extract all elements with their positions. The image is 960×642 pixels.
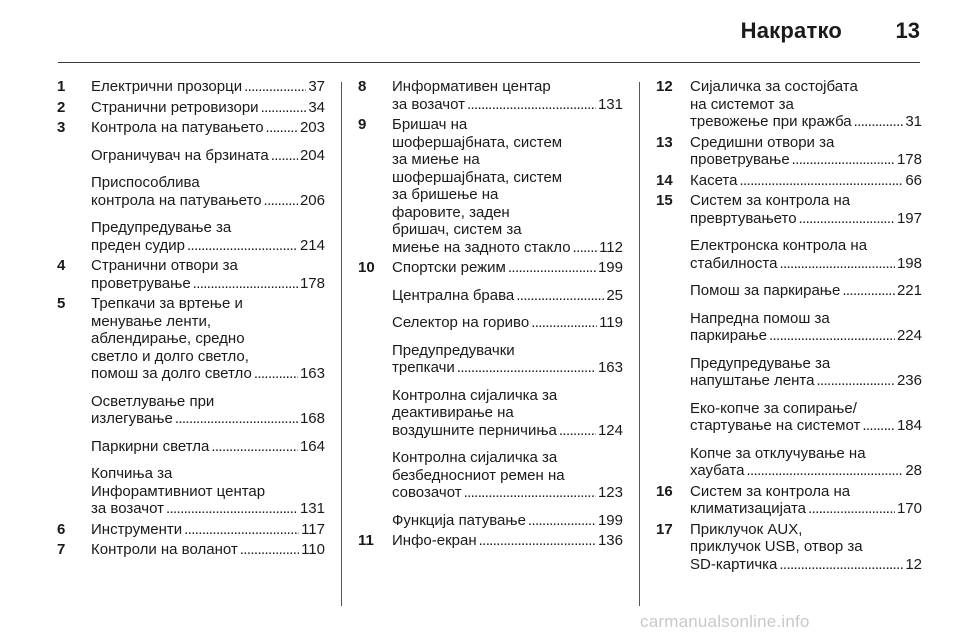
dot-leader [779,255,895,273]
index-column-2 [358,78,623,553]
entry-line: Инфо-екран [392,532,477,549]
entry-line: трепкачи [392,359,455,376]
page-reference: 170 [896,500,922,517]
dot-leader [528,512,596,530]
entry-line: Напредна помош за [690,309,830,327]
callout-number [358,342,392,377]
entry-line: преден судир [91,236,185,254]
entry-line: Предупредувачки [392,341,515,359]
index-entry [656,134,922,169]
entry-line: за миење на [392,151,480,168]
entry-line: Ограничувач на брзината [91,146,269,164]
page-reference: 163 [597,359,623,376]
entry-text [392,314,623,332]
entry-line: Бришач на [392,116,468,133]
entry-text [690,521,922,574]
entry-text [690,445,922,480]
entry-last-line [91,521,325,539]
page-reference: 112 [599,238,623,256]
entry-text [392,259,623,277]
callout-number [656,310,690,345]
dot-leader [808,500,895,518]
page-reference: 131 [299,500,325,517]
page-reference: 178 [896,151,922,168]
page-number: 13 [895,18,920,43]
page-reference: 37 [308,78,325,95]
entry-text [392,78,623,113]
dot-leader [175,410,298,428]
entry-line: миење на задното стакло [392,238,571,256]
entry-last-line [91,237,325,255]
dot-leader [769,327,895,345]
dot-leader [842,282,895,300]
entry-line: Паркирни светла [91,437,210,455]
index-entry [656,521,922,574]
index-entry [57,147,325,165]
page-reference: 199 [597,259,623,276]
dot-leader [464,484,596,502]
entry-last-line [690,556,922,574]
entry-line: напуштање лента [690,372,815,389]
entry-line: за бришење на [392,186,499,203]
page-reference: 221 [896,282,922,299]
dot-leader [166,500,298,518]
callout-number: 1 [57,78,66,95]
dot-leader [559,422,596,440]
callout-number [57,174,91,209]
entry-last-line [91,78,325,96]
index-entry [656,282,922,300]
entry-last-line [690,462,922,480]
callout-number: 15 [656,192,673,209]
dot-leader [531,314,597,332]
callout-number [656,445,690,480]
entry-last-line [690,372,922,390]
dot-leader [799,210,895,228]
entry-text [392,387,623,440]
index-entry [358,314,623,332]
entry-last-line [690,255,922,273]
callout-number [57,393,91,428]
page-reference: 110 [301,541,325,558]
entry-last-line [392,422,623,440]
dot-leader [193,275,298,293]
entry-last-line [91,192,325,210]
page-reference: 124 [597,421,623,439]
entry-line: Спортски режим [392,259,506,276]
dot-leader [779,556,903,574]
entry-text [690,483,922,518]
entry-last-line [392,239,623,257]
entry-last-line [690,417,922,435]
entry-last-line [91,119,325,137]
entry-last-line [392,532,623,550]
entry-last-line [91,99,325,117]
callout-number [57,219,91,254]
dot-leader [264,192,298,210]
entry-line: SD-картичка [690,555,778,573]
dot-leader [816,372,895,390]
callout-number [358,449,392,502]
callout-number [57,147,91,165]
entry-line: Сијаличка за состојбата [690,78,858,95]
entry-last-line [392,96,623,114]
entry-line: деактивирање на [392,404,514,421]
dot-leader [261,99,307,117]
page-reference: 131 [597,95,623,113]
callout-number [57,438,91,456]
dot-leader [240,541,299,559]
entry-line: Електрични прозорци [91,78,243,95]
callout-number: 17 [656,520,673,538]
entry-line: Селектор на гориво [392,314,530,331]
dot-leader [746,462,903,480]
entry-last-line [690,172,922,190]
index-entry [358,78,623,113]
entry-line: контрола на патувањето [91,191,262,209]
dot-leader [254,365,298,383]
page-reference: 25 [606,286,623,304]
entry-text [91,465,325,518]
entry-text [392,342,623,377]
page-reference: 34 [308,98,325,116]
callout-number: 7 [57,541,66,558]
entry-line: Касета [690,171,738,189]
column-divider [639,82,640,606]
entry-text [91,295,325,383]
page-reference: 66 [905,171,922,189]
entry-last-line [91,147,325,165]
entry-line: на системот за [690,95,794,113]
index-entry [57,78,325,96]
entry-last-line [91,500,325,518]
entry-text [91,521,325,539]
index-entry [57,174,325,209]
index-column-3 [656,78,922,576]
dot-leader [211,438,298,456]
entry-line: безбедносниот ремен на [392,466,565,484]
entry-text [91,99,325,117]
entry-text [91,174,325,209]
entry-last-line [392,512,623,530]
column-divider [341,82,342,606]
callout-number [358,287,392,305]
entry-last-line [690,210,922,228]
index-entry [656,355,922,390]
page-reference: 31 [905,113,922,130]
entry-line: Систем за контрола на [690,192,851,209]
dot-leader [573,239,598,257]
entry-line: Инфорамтивниот центар [91,482,266,500]
callout-number [656,400,690,435]
page-reference: 117 [301,520,325,538]
entry-line: паркирање [690,327,767,344]
callout-number [656,237,690,272]
entry-line: Контроли на воланот [91,541,238,558]
page-header [0,0,960,62]
index-entry [358,287,623,305]
entry-last-line [91,410,325,428]
entry-line: совозачот [392,484,462,501]
entry-text [91,541,325,559]
entry-text [392,532,623,550]
dot-leader [516,287,604,305]
page-reference: 224 [896,327,922,344]
entry-line: Функција патување [392,511,526,529]
page-reference: 197 [896,209,922,227]
entry-line: шофершајбната, систем [392,168,563,186]
entry-text [91,257,325,292]
index-column-1 [57,78,325,562]
callout-number: 4 [57,257,66,274]
entry-line: проветрување [91,274,191,292]
section-title: Накратко [740,18,842,43]
callout-number [656,282,690,300]
entry-line: Копчиња за [91,465,173,482]
entry-last-line [91,438,325,456]
index-entry [57,119,325,137]
entry-line: аблендирање, средно [91,330,245,347]
entry-line: Приклучок AUX, [690,520,803,538]
index-entry [656,400,922,435]
entry-text [392,449,623,502]
page-reference: 119 [599,314,623,331]
entry-line: Трепкачи за вртење и [91,295,243,312]
callout-number [656,355,690,390]
entry-text [91,147,325,165]
dot-leader [244,78,306,96]
entry-line: стартување на системот [690,417,861,434]
page-reference: 199 [597,511,623,529]
entry-line: излегување [91,410,173,427]
page-reference: 236 [896,372,922,389]
dot-leader [266,119,298,137]
entry-line: Контрола на патувањето [91,119,264,136]
page-reference: 12 [905,555,922,573]
entry-line: Средишни отвори за [690,133,835,151]
dot-leader [187,237,298,255]
entry-last-line [392,259,623,277]
entry-text [690,355,922,390]
entry-line: Осветлување при [91,392,215,410]
callout-number: 13 [656,133,673,151]
entry-text [690,192,922,227]
index-entry [656,172,922,190]
dot-leader [792,151,895,169]
dot-leader [854,113,904,131]
entry-line: бришач, систем за [392,221,522,238]
entry-text [690,78,922,131]
callout-number: 6 [57,520,66,538]
page-reference: 184 [896,417,922,434]
page-reference: 123 [597,484,623,501]
page-reference: 203 [299,119,325,136]
index-entry [656,237,922,272]
entry-line: шофершајбната, систем [392,133,563,151]
index-entry [358,512,623,530]
index-entry [57,99,325,117]
header-divider [58,62,920,63]
entry-line: за возачот [91,500,164,517]
entry-last-line [392,484,623,502]
index-entry [57,541,325,559]
callout-number [358,314,392,332]
entry-line: проветрување [690,151,790,168]
entry-text [392,512,623,530]
entry-line: хаубата [690,462,745,479]
index-entry [656,192,922,227]
callout-number: 2 [57,98,66,116]
callout-number: 3 [57,119,66,136]
entry-line: Предупредување за [91,219,232,236]
page-reference: 28 [905,462,922,479]
callout-number [57,465,91,518]
page-reference: 178 [299,274,325,292]
callout-number: 12 [656,78,673,95]
entry-line: Електронска контрола на [690,237,868,254]
page-reference: 164 [299,437,325,455]
entry-last-line [91,275,325,293]
callout-number: 16 [656,482,673,500]
entry-line: Приспособлива [91,174,200,191]
watermark-logo: carmanualsonline.info [640,612,810,631]
entry-text [91,219,325,254]
callout-number: 14 [656,171,673,189]
index-entry [358,116,623,256]
callout-number: 5 [57,295,66,312]
entry-line: Информативен центар [392,78,551,95]
entry-line: фаровите, заден [392,203,510,221]
entry-last-line [91,365,325,383]
dot-leader [508,259,596,277]
entry-text [690,310,922,345]
index-entry [57,393,325,428]
entry-last-line [690,327,922,345]
entry-text [91,78,325,96]
page-reference: 168 [299,410,325,427]
entry-line: Еко-копче за сопирање/ [690,399,857,417]
dot-leader [479,532,596,550]
entry-text [690,400,922,435]
entry-text [392,116,623,256]
entry-line: Странични отвори за [91,257,238,274]
entry-line: климатизацијата [690,500,807,517]
dot-leader [457,359,596,377]
entry-last-line [91,541,325,559]
entry-text [690,134,922,169]
page-reference: 163 [299,365,325,382]
index-entry [57,521,325,539]
entry-line: Систем за контрола на [690,482,851,500]
index-entry [57,219,325,254]
index-entry [358,449,623,502]
entry-text [690,172,922,190]
index-entry [57,295,325,383]
entry-last-line [392,287,623,305]
index-entry [358,532,623,550]
entry-last-line [690,282,922,300]
entry-last-line [690,500,922,518]
entry-line: стабилноста [690,254,778,272]
dot-leader [862,417,895,435]
entry-line: воздушните перничиња [392,421,557,439]
entry-line: приклучок USB, отвор за [690,538,863,555]
entry-line: Инструменти [91,520,183,538]
page-reference: 214 [299,236,325,254]
entry-text [91,438,325,456]
callout-number: 8 [358,78,367,95]
page-reference: 198 [896,254,922,272]
dot-leader [739,172,903,190]
page-reference: 204 [299,146,325,164]
callout-number: 11 [358,532,374,549]
dot-leader [184,521,299,539]
entry-last-line [690,151,922,169]
entry-text [392,287,623,305]
entry-line: Предупредување за [690,354,831,372]
index-entry [656,78,922,131]
index-entry [656,310,922,345]
index-entry [57,438,325,456]
index-entry [656,445,922,480]
callout-number [358,512,392,530]
entry-text [91,119,325,137]
index-entry [656,483,922,518]
entry-line: за возачот [392,95,465,113]
dot-leader [467,96,596,114]
entry-last-line [392,359,623,377]
entry-line: светло и долго светло, [91,347,249,365]
callout-number: 9 [358,116,367,133]
dot-leader [271,147,298,165]
page-reference: 136 [597,532,623,549]
index-entry [358,342,623,377]
callout-number: 10 [358,259,375,276]
entry-line: Контролна сијаличка за [392,386,558,404]
entry-line: тревожење при кражба [690,113,852,130]
callout-number [358,387,392,440]
entry-last-line [392,314,623,332]
entry-line: превртувањето [690,209,797,227]
index-entry [57,257,325,292]
entry-text [690,237,922,272]
entry-line: Централна брава [392,286,515,304]
entry-text [690,282,922,300]
entry-line: Помош за паркирање [690,282,841,299]
entry-line: помош за долго светло [91,365,252,382]
entry-line: Странични ретровизори [91,98,259,116]
entry-text [91,393,325,428]
entry-line: Контролна сијаличка за [392,449,558,466]
index-entry [358,387,623,440]
page-reference: 206 [299,191,325,209]
entry-line: менување ленти, [91,312,212,330]
index-entry [358,259,623,277]
index-entry [57,465,325,518]
entry-last-line [690,113,922,131]
entry-line: Копче за отклучување на [690,444,866,462]
